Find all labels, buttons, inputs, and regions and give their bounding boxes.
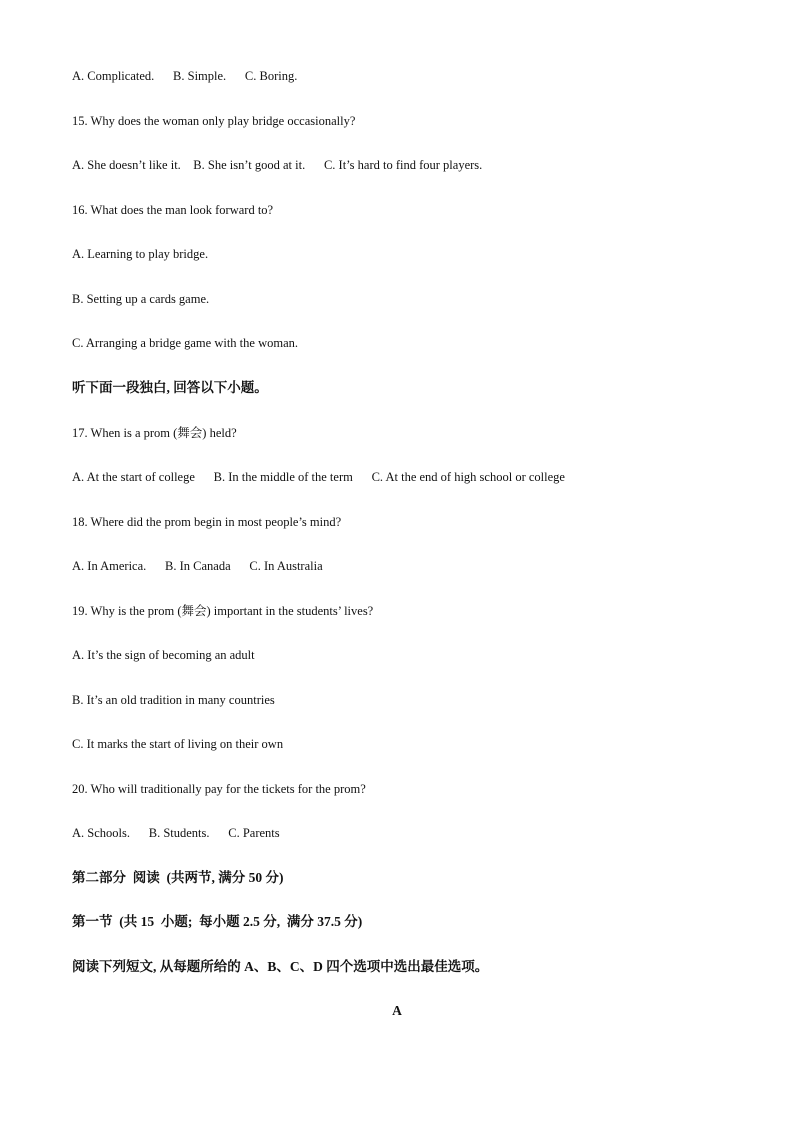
q16-question: 16. What does the man look forward to? [72,203,274,217]
q19-option-c: C. It marks the start of living on their own [72,737,284,751]
reading-instruction: 阅读下列短文, 从每题所给的 A、B、C、D 四个选项中选出最佳选项。 [72,959,489,974]
part-two-heading: 第二部分 阅读 (共两节, 满分 50 分) [72,870,284,885]
q15-options: A. She doesn’t like it. B. She isn’t good at it. C. It’s hard to find four players. [72,158,483,172]
q15-question: 15. Why does the woman only play bridge occasionally? [72,114,356,128]
q16-option-b: B. Setting up a cards game. [72,292,210,306]
passage-label: A [392,1003,402,1018]
q17-question: 17. When is a prom (舞会) held? [72,426,237,440]
q18-question: 18. Where did the prom begin in most people’s mind? [72,515,342,529]
q19-option-b: B. It’s an old tradition in many countries [72,693,275,707]
q16-option-c: C. Arranging a bridge game with the woman. [72,336,298,350]
q14-options: A. Complicated. B. Simple. C. Boring. [72,69,298,83]
q20-question: 20. Who will traditionally pay for the tickets for the prom? [72,782,366,796]
q16-option-a: A. Learning to play bridge. [72,247,209,261]
q19-question: 19. Why is the prom (舞会) important in the students’ lives? [72,604,374,618]
section-instruction: 听下面一段独白, 回答以下小题。 [72,380,268,395]
section-one-heading: 第一节 (共 15 小题; 每小题 2.5 分, 满分 37.5 分) [72,914,363,929]
q20-options: A. Schools. B. Students. C. Parents [72,826,280,840]
q17-options: A. At the start of college B. In the middle of the term C. At the end of high school or college [72,470,565,484]
q19-option-a: A. It’s the sign of becoming an adult [72,648,255,662]
q18-options: A. In America. B. In Canada C. In Australia [72,559,323,573]
